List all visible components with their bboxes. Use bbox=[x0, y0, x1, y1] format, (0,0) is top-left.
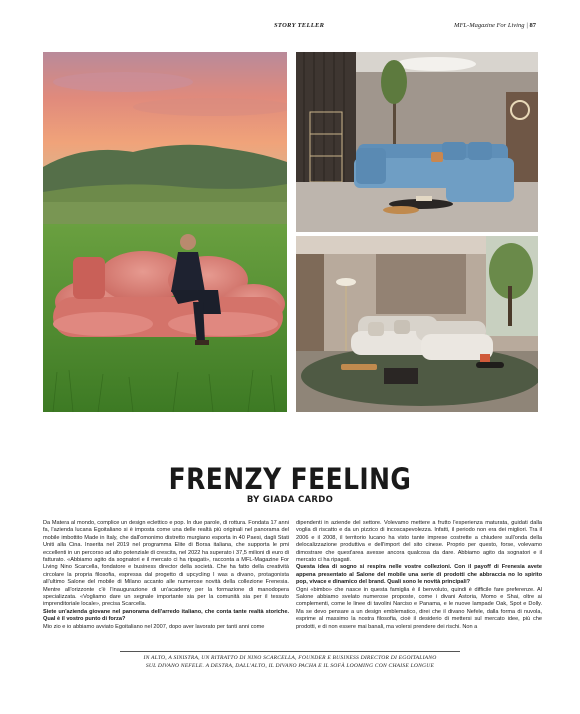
interview-answer-continued: dipendenti in aziende del settore. Volevamo mettere a frutto l'esperienza maturata, guidati dalla voglia di riscatto e da un pizzico di incoscapevolezza. Infatti, il periodo non era dei migliori. Tra il 2006 e il 2008, il territorio lucano ha visto tante imprese costrette a chiudere sull'onda della delocalizzazione produttiva e dell'import del sito cinese. Proprio per questo, forse, volevamo dimostrare che quest'area avesse ancora qualcosa da dare. Abbiamo agito da sognatori e il mercato ci ha ripagati. bbox=[296, 520, 542, 564]
photo-pacha-sofa bbox=[296, 52, 538, 232]
caption-line-1: IN ALTO, A SINISTRA, UN RITRATTO DI NINO SCARCELLA, FOUNDER E BUSINESS DIRECTOR DI EGOITALIANO bbox=[143, 655, 437, 661]
page-header bbox=[0, 22, 580, 34]
portrait-scene bbox=[43, 52, 287, 412]
magazine-label bbox=[454, 22, 536, 29]
photo-caption bbox=[0, 655, 580, 670]
article-title: FRENZY FEELING bbox=[168, 462, 412, 496]
article-column-right bbox=[296, 520, 542, 631]
interview-answer: Ogni «bimbo» che nasce in questa famiglia è il benvoluto, quindi è difficile fare preferenze. Al Salone abbiamo svelato numerose proposte, come i divani Astoria, Momo e Shai, oltre ai complementi, come le linee di tavolini Narciso e Panama, e le nuove lampade Oak, Spot e Dolly. Ma se devo pensare a un design emblematico, direi che il divano Nefele, dalla forma di nuvola, esprime al massimo la nostra filosofia, cioè il desiderio di mettersi sul mercato idee, più che prodotti, e di non essere mai banali, ma volersi prendere dei rischi. Non a bbox=[296, 586, 542, 630]
caption-divider bbox=[120, 651, 460, 652]
photo-looming-sofa bbox=[296, 236, 538, 412]
page-number: 87 bbox=[529, 22, 536, 29]
section-label: STORY TELLER bbox=[274, 22, 325, 29]
interview-question: Siete un'azienda giovane nel panorama dell'arredo italiano, che conta tante realtà storiche. Qual è il vostro punto di forza? bbox=[43, 608, 289, 623]
magazine-name: MFL-Magazine For Living bbox=[454, 22, 525, 29]
interview-question: Questa idea di sogno si respira nelle vostre collezioni. Con il payoff di Frenesia avete appena presentato al Salone del mobile una serie di prodotti che abbraccia no lo spirito pop, vivace e dinamico del brand. Quali sono le novità principali? bbox=[296, 564, 542, 586]
paragraph-intro: Da Matera al mondo, complice un design eclettico e pop. In due parole, di rottura. Fondata 17 anni fa, l'azienda lucana Egoitaliano si è imposta come una delle realtà più originali nel panorama del mobile imbottito Made in Italy, che dall'omonimo distretto murgiano esporta in 40 Paesi, dagli Stati Uniti alla Cina. Inserita nel 2019 nel programma Elite di Borsa italiana, che supporta le pmi eccellenti in un percorso ad alto potenziale di crescita, nel 2022 ha superato i 37,5 milioni di euro di fatturato. «Abbiamo agito da sognatori e il mercato ci ha ripagati», racconta a MFL-Magazine For Living Nino Scarcella, fondatore e business director della società. Che ha fatto della creatività circolare la propria filosofia, espressa dal progetto di upcycling I was a divano, protagonista all'ultimo Salone del mobile di Milano accanto alle numerose novità della collezione Frenesia. Mentre all'orizzonte c'è l'inaugurazione di un'academy per la formazione di manodopera specializzata. «Vogliamo dare un segnale importante sia per la comunità sia per il tessuto imprenditoriale locale», precisa Scarcella. bbox=[43, 520, 289, 608]
caption-line-2: SUL DIVANO NEFELE. A DESTRA, DALL'ALTO, IL DIVANO PACHA E IL SOFÀ LOOMING CON CHAISE LONGUE bbox=[145, 662, 435, 669]
looming-scene bbox=[296, 236, 538, 412]
article-byline: BY GIADA CARDO bbox=[246, 495, 334, 505]
pacha-scene bbox=[296, 52, 538, 232]
interview-answer: Mio zio e io abbiamo avviato Egoitaliano nel 2007, dopo aver lavorato per tanti anni come bbox=[43, 623, 265, 630]
photo-portrait-nefele-sofa bbox=[43, 52, 287, 412]
window-tree bbox=[486, 236, 538, 336]
looming-white-sofa bbox=[351, 316, 493, 360]
header-separator: | bbox=[526, 22, 528, 29]
article-column-left bbox=[43, 520, 289, 631]
